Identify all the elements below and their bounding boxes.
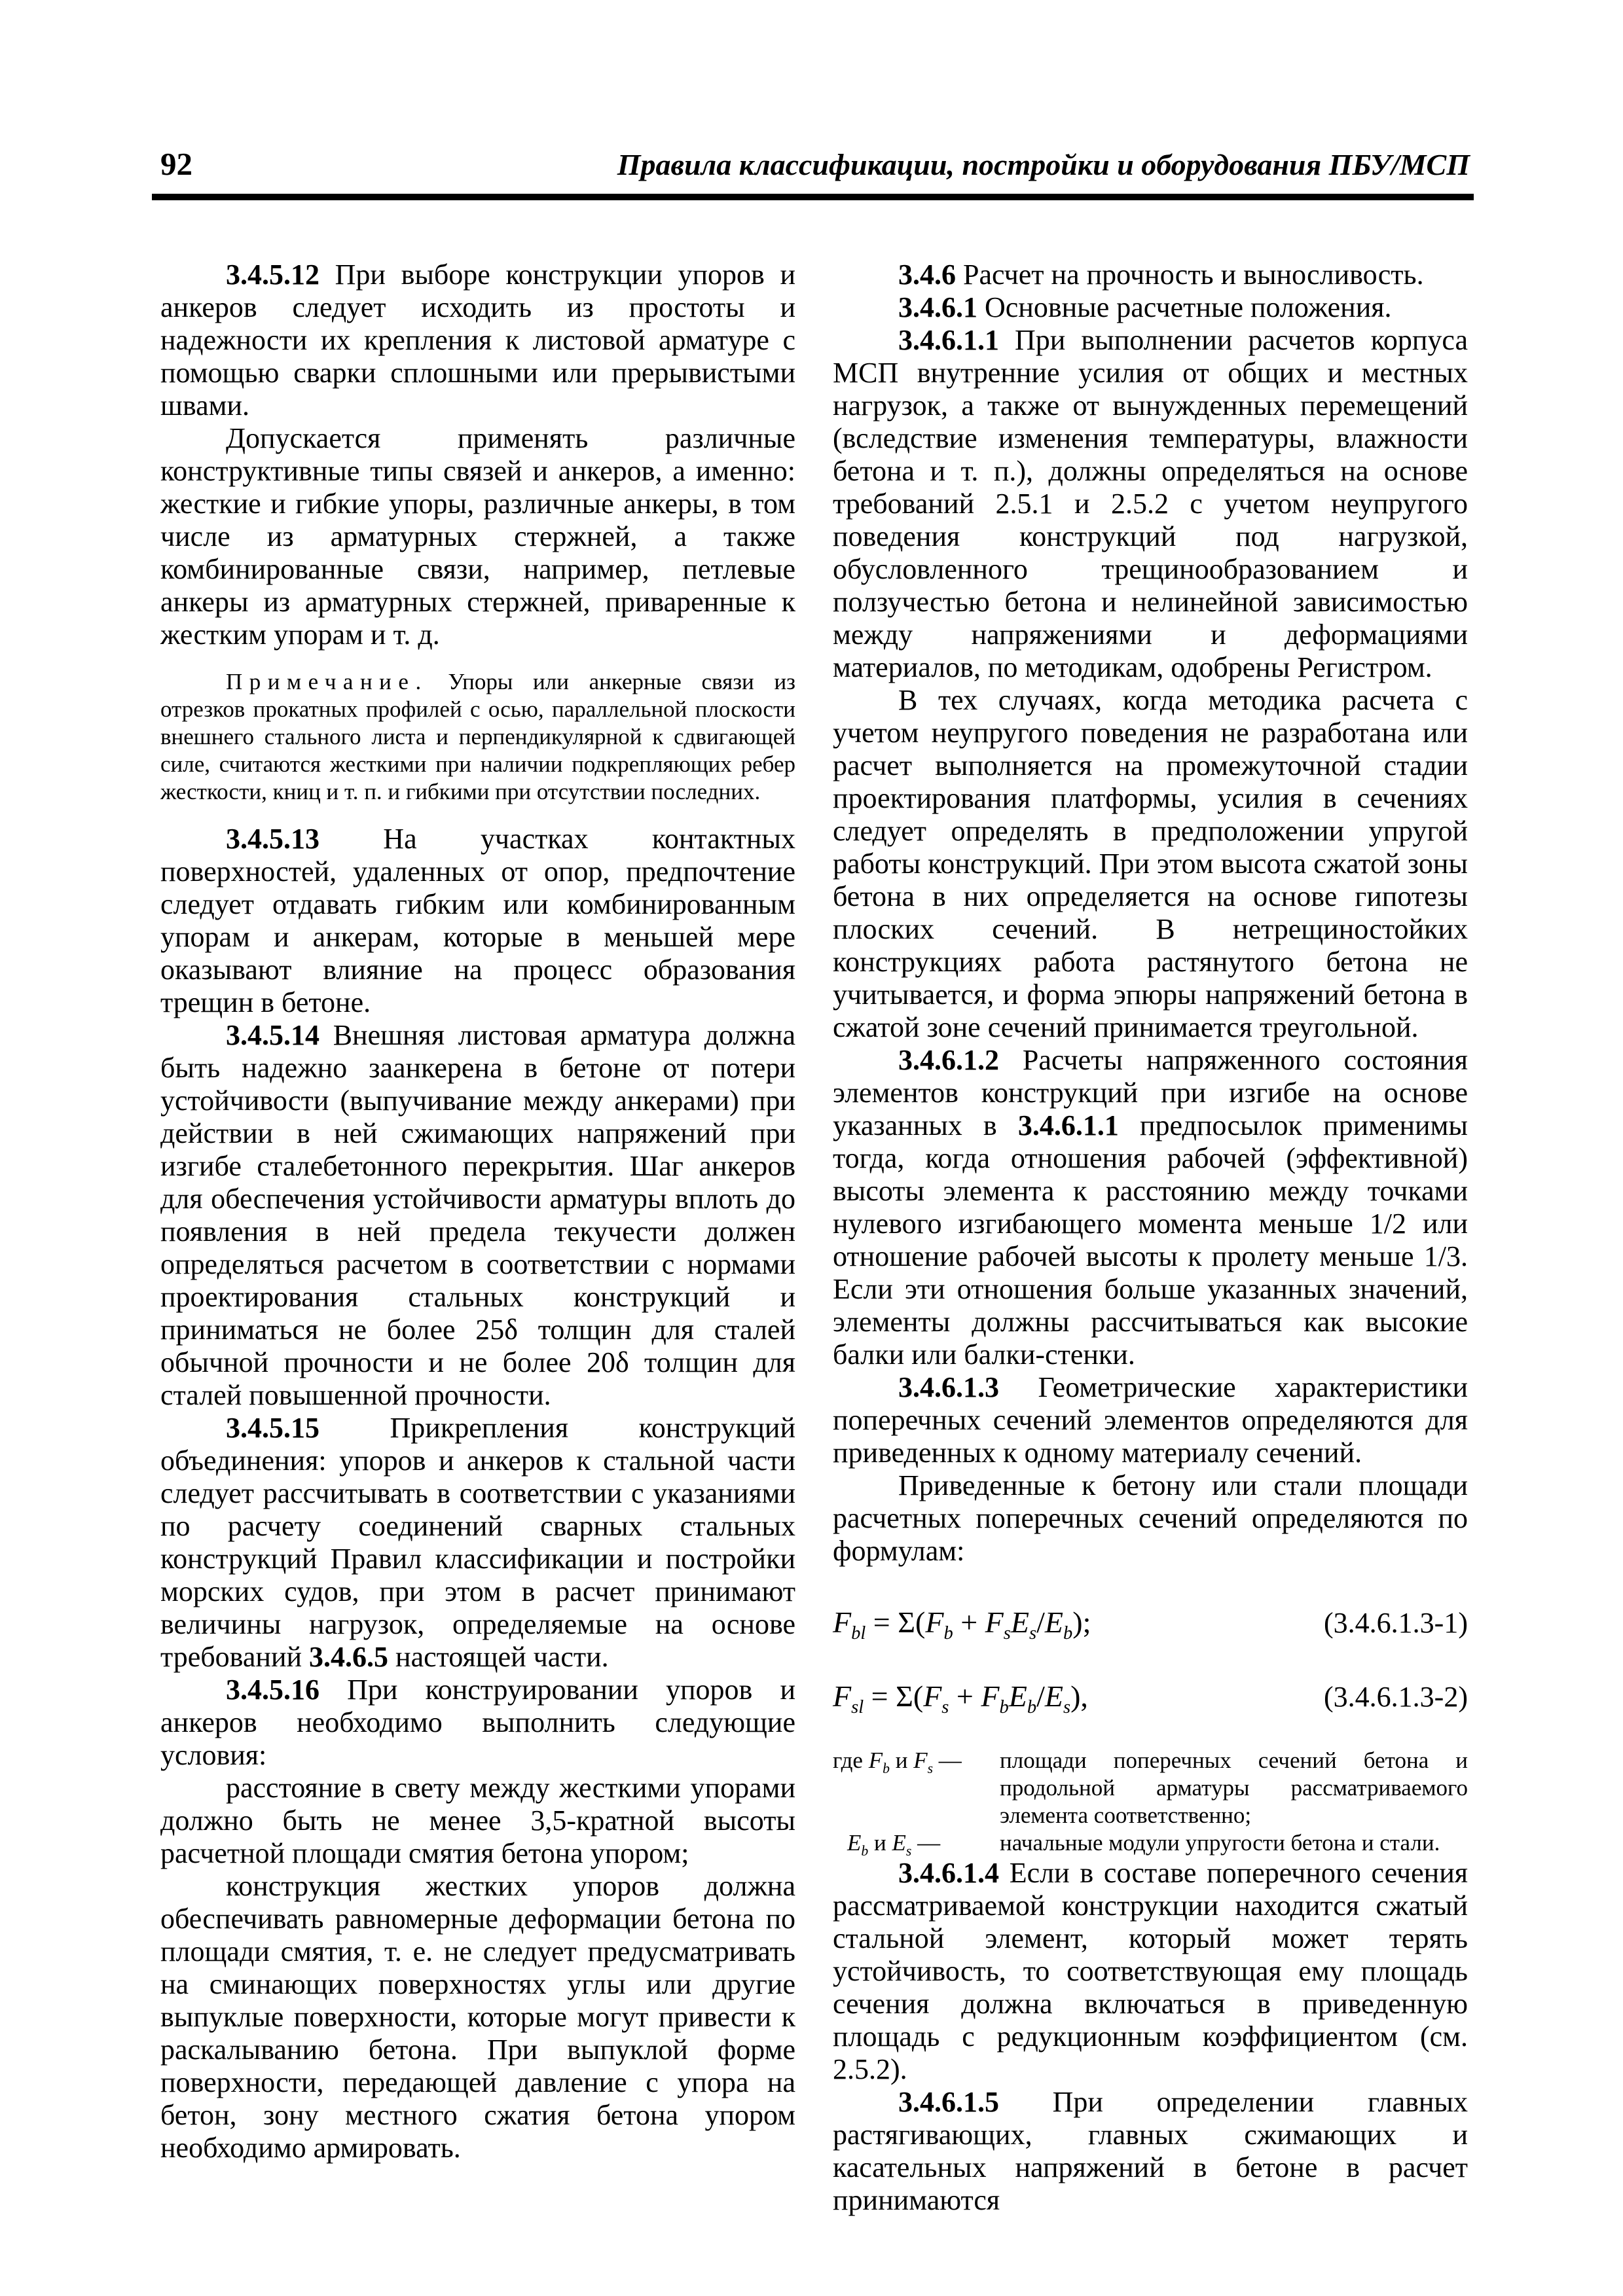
paragraph	[833, 1469, 1468, 1568]
definition-list	[833, 1747, 1468, 1857]
text-run: На участках контактных поверхностей, удаленных от опор, предпочтение следует отдавать гибким или комбинированным упорам и анкерам, которые в меньшей мере оказывают влияние на процесс образования трещин в бетоне.	[160, 823, 795, 1018]
text-run: +	[949, 1679, 981, 1713]
definition-item	[833, 1747, 1468, 1829]
section-number: 3.4.6.1.3	[898, 1371, 999, 1403]
paragraph	[833, 1857, 1468, 2086]
section-number: 3.4.5.14	[226, 1019, 319, 1051]
text-run: Прикрепления конструкций объединения: упоров и анкеров к стальной части следует рассчитывать в соответствии с указаниями по расчету соединений сварных стальных конструкций Правил классификации и постройки морских судов, при этом в расчет принимают величины нагрузок, определяемые на основе требований	[160, 1412, 795, 1673]
variable	[833, 1679, 864, 1718]
text-run: +	[953, 1605, 985, 1639]
text-run: При выполнении расчетов корпуса МСП внутренние усилия от общих и местных нагрузок, а также от вынужденных перемещений (вследствие изменения температуры, влажности бетона и т. п.), должны определяться на основе требований 2.5.1 и 2.5.2 с учетом неупругого поведения конструкций под нагрузкой, обусловленного трещинообразованием и ползучестью бетона и нелинейной зависимостью между напряжениями и деформациями материалов, по методикам, одобрены Регистром.	[833, 324, 1468, 683]
variable-base: E	[892, 1830, 906, 1856]
formula-number: (3.4.6.1.3-1)	[1324, 1607, 1468, 1639]
text-run: расстояние в свету между жесткими упорами должно быть не менее 3,5-кратной высоты расчетной площади смятия бетона упором;	[160, 1772, 795, 1869]
paragraph	[160, 1674, 795, 1772]
section-number: 3.4.5.13	[226, 823, 319, 855]
subscript: b	[1027, 1697, 1037, 1718]
variable	[913, 1748, 934, 1776]
section-number: 3.4.6.1.2	[898, 1044, 999, 1076]
subscript: s	[941, 1697, 949, 1718]
note	[160, 668, 795, 806]
section-number: 3.4.6.5	[309, 1641, 389, 1673]
text-run: = Σ(	[864, 1679, 924, 1713]
text-run: Основные расчетные положения.	[977, 291, 1392, 323]
variable	[985, 1605, 1011, 1644]
formula-number: (3.4.6.1.3-2)	[1324, 1681, 1468, 1713]
text-run: Если в составе поперечного сечения рассматриваемой конструкции находится сжатый стальной элемент, который может терять устойчивость, то соответствующая ему площадь сечения должна включаться в приведенную площадь с редукционным коэффициентом (см. 2.5.2).	[833, 1857, 1468, 2085]
text-run: );	[1072, 1605, 1091, 1639]
text-run: —	[933, 1748, 962, 1773]
definition-term	[833, 1747, 1000, 1829]
paragraph	[833, 291, 1468, 324]
variable-base: F	[985, 1605, 1004, 1639]
section-number: 3.4.6.1.5	[898, 2086, 999, 2118]
definition-text: площади поперечных сечений бетона и продольной арматуры рассматриваемого элемента соответственно;	[1000, 1748, 1468, 1828]
variable	[868, 1748, 890, 1776]
paragraph	[833, 324, 1468, 684]
text-run: настоящей части.	[388, 1641, 609, 1673]
text-run: Геометрические характеристики поперечных сечений элементов определяются для приведенных к одному материалу сечений.	[833, 1371, 1468, 1469]
paragraph	[160, 823, 795, 1019]
variable	[892, 1830, 912, 1859]
section-number: 3.4.5.12	[226, 259, 319, 291]
note-lead: Примечание.	[226, 669, 428, 694]
text-run: ),	[1070, 1679, 1088, 1713]
text-run: = Σ(	[866, 1605, 926, 1639]
variable-base: F	[833, 1679, 852, 1713]
paragraph	[160, 1772, 795, 1870]
page-number: 92	[160, 146, 192, 182]
text-run: где	[833, 1748, 869, 1773]
variable-base: F	[923, 1679, 942, 1713]
subscript: b	[943, 1623, 953, 1644]
text-run: и	[889, 1748, 914, 1773]
formula-expression	[833, 1604, 1091, 1644]
variable	[833, 1605, 866, 1644]
paragraph	[833, 684, 1468, 1044]
section-number: 3.4.6.1.1	[898, 324, 999, 356]
text-run: конструкция жестких упоров должна обеспечивать равномерные деформации бетона по площади смятия, т. е. не следует предусматривать на сминающих поверхностях углы или другие выпуклые поверхности, которые могут привести к раскалыванию бетона. При выпуклой форме поверхности, передающей давление с упора на бетон, зону местного сжатия бетона упором необходимо армировать.	[160, 1870, 795, 2164]
definition-text: начальные модули упругости бетона и стали.	[1000, 1830, 1440, 1856]
running-title: Правила классификации, постройки и оборудования ПБУ/МСП	[617, 148, 1470, 181]
variable	[923, 1679, 949, 1718]
text-run: Внешняя листовая арматура должна быть надежно заанкерена в бетоне от потери устойчивости (выпучивание между анкерами) при действии в ней сжимающих напряжений при изгибе сталебетонного перекрытия. Шаг анкеров для обеспечения устойчивости арматуры вплоть до появления в ней предела текучести должен определяться расчетом в соответствии с нормами проектирования стальных конструкций и приниматься не более 25δ толщин для сталей обычной прочности и не более 20δ толщин для сталей повышенной прочности.	[160, 1019, 795, 1411]
text-run: предпосылок применимы тогда, когда отношения рабочей (эффективной) высоты элемента к расстоянию между точками нулевого изгибающего момента меньше 1/2 или отношение рабочей высоты к пролету меньше 1/3. Если эти отношения больше указанных значений, элементы должны рассчитываться как высокие балки или балки-стенки.	[833, 1109, 1468, 1371]
section-number: 3.4.6.1.1	[1017, 1109, 1119, 1141]
variable-base: F	[913, 1748, 928, 1773]
variable-base: E	[1044, 1679, 1063, 1713]
variable-base: F	[925, 1605, 944, 1639]
note-text: Упоры или анкерные связи из отрезков прокатных профилей с осью, параллельной плоскости внешнего стального листа и перпендикулярной к сдвигающей силе, считаются жесткими при наличии подкрепляющих ребер жесткости, книц и т. п. и гибкими при отсутствии последних.	[160, 669, 796, 804]
paragraph	[833, 1371, 1468, 1469]
variable-base: E	[1008, 1679, 1027, 1713]
variable	[1044, 1679, 1071, 1718]
subscript: s	[1063, 1697, 1071, 1718]
subscript: bl	[851, 1623, 866, 1644]
text-run: Расчеты напряженного состояния элементов конструкций при изгибе на основе указанных в	[833, 1044, 1468, 1141]
subscript: s	[927, 1761, 934, 1776]
variable-base: F	[868, 1748, 883, 1773]
paragraph	[833, 2086, 1468, 2217]
section-number: 3.4.5.16	[226, 1674, 319, 1706]
subscript: s	[1029, 1623, 1037, 1644]
paragraph	[160, 1870, 795, 2164]
variable	[925, 1605, 953, 1644]
section-number: 3.4.6.1	[898, 291, 977, 323]
variable-base: F	[833, 1605, 852, 1639]
paragraph	[160, 422, 795, 651]
definition-term	[833, 1829, 1000, 1857]
text-run: Допускается применять различные конструктивные типы связей и анкеров, а именно: жесткие и гибкие упоры, различные анкеры, в том числе из арматурных стержней, а также комбинированные связи, например, петлевые анкеры из арматурных стержней, приваренные к жестким упорам и т. д.	[160, 422, 795, 651]
subscript: b	[883, 1761, 890, 1776]
paragraph	[160, 259, 795, 422]
text-run: При выборе конструкции упоров и анкеров следует исходить из простоты и надежности их крепления к листовой арматуре с помощью сварки сплошными или прерывистыми швами.	[160, 259, 795, 422]
section-number: 3.4.6.1.4	[898, 1857, 999, 1889]
paragraph	[833, 1044, 1468, 1371]
text-run: /	[1036, 1605, 1045, 1639]
variable-base: E	[1010, 1605, 1029, 1639]
formula-expression	[833, 1678, 1088, 1718]
definition-item	[833, 1829, 1468, 1857]
right-column	[833, 259, 1468, 2217]
paragraph	[160, 1412, 795, 1674]
variable	[1044, 1605, 1073, 1644]
text-run: —	[911, 1830, 941, 1856]
subscript: b	[999, 1697, 1009, 1718]
text-run: Приведенные к бетону или стали площади расчетных поперечных сечений определяются по формулам:	[833, 1469, 1468, 1567]
text-run: При конструировании упоров и анкеров необходимо выполнить следующие условия:	[160, 1674, 795, 1771]
subscript: b	[1063, 1623, 1073, 1644]
variable-base: F	[981, 1679, 1000, 1713]
text-run: Расчет на прочность и выносливость.	[956, 259, 1424, 291]
formula	[833, 1604, 1468, 1644]
text-run: и	[868, 1830, 892, 1856]
page-content	[160, 259, 1468, 2217]
subscript: sl	[851, 1697, 864, 1718]
text-run: /	[1036, 1679, 1045, 1713]
subscript: s	[905, 1843, 912, 1859]
variable-base: E	[847, 1830, 862, 1856]
section-number: 3.4.6	[898, 259, 956, 291]
left-column	[160, 259, 795, 2217]
text-run: В тех случаях, когда методика расчета с учетом неупругого поведения не разработана или расчет выполняется на промежуточной стадии проектирования платформы, усилия в сечениях следует определять в предположении упругой работы конструкций. При этом высота сжатой зоны бетона в них определяется на основе гипотезы плоских сечений. В нетрещиностойких конструкциях работа растянутого бетона не учитывается, и форма эпюры напряжений бетона в сжатой зоне сечений принимается треугольной.	[833, 684, 1468, 1043]
variable	[1008, 1679, 1037, 1718]
subscript: s	[1003, 1623, 1011, 1644]
subscript: b	[861, 1843, 869, 1859]
variable-base: E	[1044, 1605, 1063, 1639]
page-header	[160, 145, 1470, 183]
formula	[833, 1678, 1468, 1718]
section-number: 3.4.5.15	[226, 1412, 319, 1444]
paragraph	[160, 1019, 795, 1412]
variable	[981, 1679, 1009, 1718]
variable	[1010, 1605, 1037, 1644]
text-run: При определении главных растягивающих, главных сжимающих и касательных напряжений в бетоне в расчет принимаются	[833, 2086, 1468, 2216]
paragraph	[833, 259, 1468, 291]
header-rule	[152, 194, 1474, 200]
variable	[847, 1830, 869, 1859]
